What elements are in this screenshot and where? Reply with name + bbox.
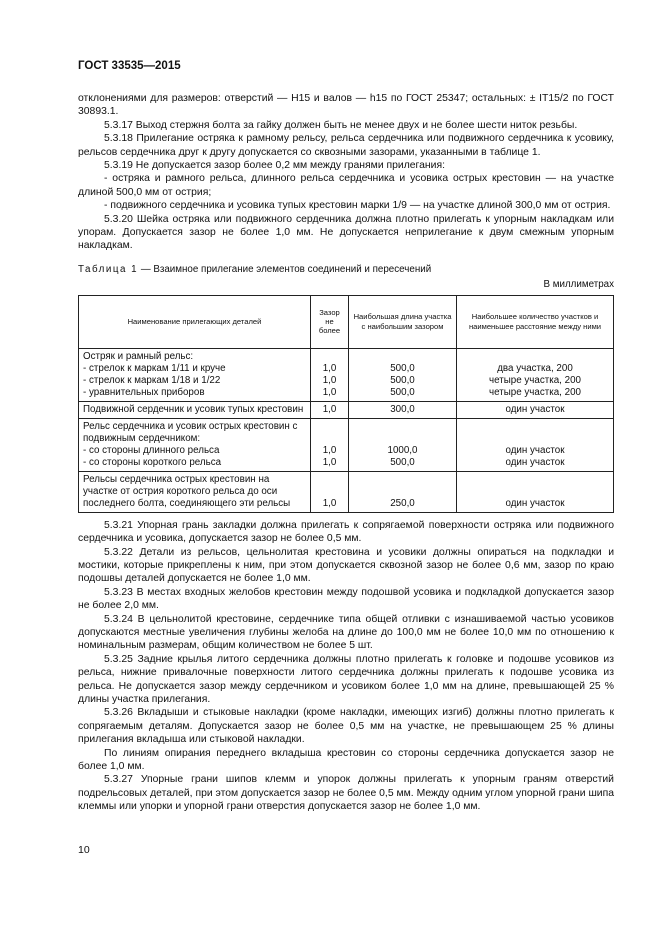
table-body [79, 348, 614, 512]
paragraph: 5.3.27 Упорные грани шипов клемм и упорок должны прилегать к упорным граням отверстий подрельсовых деталей, при этом допускается зазор не более 0,5 мм. Между одним углом упорной грани шипа клеммы или упорки и упорной грани отверстия допускается зазор не более 1,0 мм. [78, 774, 614, 813]
table-header-row [79, 295, 614, 348]
row-max-length [349, 348, 457, 401]
paragraph: - остряка и рамного рельса, длинного рельса сердечника и усовика острых крестовин — на участке длиной 500,0 мм от острия; [78, 173, 614, 198]
row-part-name [79, 348, 311, 401]
sub-item-gap: 1,0 [322, 386, 337, 398]
paragraph: 5.3.21 Упорная грань закладки должна прилегать к сопрягаемой поверхности остряка или подвижного сердечника и усовика, допускается зазор не более 0,5 мм. [78, 519, 614, 545]
row-count-distance: один участок [457, 401, 614, 418]
sub-item-count: один участок [505, 444, 565, 456]
sub-item-count: четыре участка, 200 [489, 374, 581, 386]
sub-item-name: - уравнительных приборов [83, 386, 205, 398]
sub-item-count: один участок [505, 456, 565, 468]
sub-item-gap: 1,0 [322, 362, 337, 374]
paragraph: 5.3.17 Выход стержня болта за гайку должен быть не менее двух и не более шести ниток резьбы. [104, 119, 578, 131]
row-max-length: 250,0 [349, 471, 457, 512]
group-title: Рельс сердечника и усовик острых крестовин с подвижным сердечником: [83, 420, 298, 444]
paragraph: По линиям опирания переднего вкладыша крестовин со стороны сердечника допускается зазор не более 1,0 мм. [78, 747, 614, 772]
table-caption-label: Таблица 1 [78, 263, 139, 275]
sub-item-gap: 1,0 [322, 374, 337, 386]
sub-item-gap: 1,0 [322, 456, 337, 468]
paragraph: 5.3.24 В цельнолитой крестовине, сердечнике типа общей отливки с изнашиваемой частью усовиков допускаются местные увеличения глубины желоба на длине до 100,0 мм не более 10,0 мм по отношению к номинальным размерам, общим количеством не более 5 шт. [78, 613, 614, 652]
sub-item-name: - со стороны короткого рельса [83, 456, 222, 468]
sub-item-length: 500,0 [390, 456, 415, 468]
paragraph: отклонениями для размеров: отверстий — H15 и валов — h15 по ГОСТ 25347; остальных: ± IT15/2 по ГОСТ 30893.1. [78, 93, 614, 118]
table-units: В миллиметрах [543, 279, 614, 291]
paragraph: 5.3.22 Детали из рельсов, цельнолитая крестовина и усовики должны опираться на подкладки и мостики, которые прикреплены к ним, при этом допускается сквозной зазор не более 0,6 мм, зазор по краю подошвы деталей допускается не более 1,0 мм. [78, 546, 614, 585]
row-max-length: 300,0 [349, 401, 457, 418]
clearance-table [78, 295, 614, 513]
row-gap: 1,0 [311, 401, 349, 418]
header-part-names: Наименование прилегающих деталей [79, 295, 311, 348]
sub-item-length: 500,0 [390, 362, 415, 374]
table-row [79, 348, 614, 401]
sub-item-name: - стрелок к маркам 1/18 и 1/22 [83, 374, 221, 386]
paragraphs-after-table [78, 519, 614, 814]
row-max-length [349, 418, 457, 471]
paragraph: 5.3.26 Вкладыши и стыковые накладки (кроме накладки, имеющих изгиб) должны плотно прилегать к сопрягаемым деталям. Допускается зазор не более 0,5 мм на участке, не превышающем 25 % длины прилегания вкладыша или стыковой накладки. [78, 707, 614, 746]
paragraph: 5.3.23 В местах входных желобов крестовин между подошвой усовика и подкладкой допускается зазор не более 2,0 мм. [78, 586, 614, 612]
row-count-distance: один участок [457, 471, 614, 512]
row-gap [311, 418, 349, 471]
row-count-distance [457, 348, 614, 401]
table-caption [78, 263, 614, 276]
paragraph: 5.3.18 Прилегание остряка к рамному рельсу, рельса сердечника или подвижного сердечника к усовику, рельсов сердечника друг к другу допускается со сквозными зазорами, указанными в таблице 1. [78, 133, 614, 158]
table-row [79, 418, 614, 471]
page-number: 10 [78, 844, 90, 856]
row-part-name [79, 418, 311, 471]
row-part-name: Подвижной сердечник и усовик тупых крестовин [79, 401, 311, 418]
sub-item-length: 500,0 [390, 386, 415, 398]
sub-item-name: - стрелок к маркам 1/11 и круче [83, 362, 226, 374]
paragraph: 5.3.25 Задние крылья литого сердечника должны плотно прилегать к головке и подошве усовиков из рельса, нижние привалочные поверхности литого сердечника должны прилегать к подошве усовика из рельса. Не допускается зазор между сердечником и усовиком более 1,0 мм на длине, превышающей 25 % длины участка прилегания. [78, 653, 614, 705]
table-row [79, 401, 614, 418]
document-header: ГОСТ 33535—2015 [78, 60, 181, 72]
sub-item-length: 500,0 [390, 374, 415, 386]
sub-item-name: - со стороны длинного рельса [83, 444, 220, 456]
row-part-name: Рельсы сердечника острых крестовин на участке от острия короткого рельса до оси последнего болта, соединяющего эти рельсы [79, 471, 311, 512]
sub-item-gap: 1,0 [322, 444, 337, 456]
header-count-distance: Наибольшее количество участков и наименьшее расстояние между ними [457, 295, 614, 348]
table-row [79, 471, 614, 512]
row-count-distance [457, 418, 614, 471]
paragraphs-before-table [78, 92, 614, 253]
paragraph: 5.3.19 Не допускается зазор более 0,2 мм между гранями прилегания: [104, 160, 445, 172]
table-caption-text: — Взаимное прилегание элементов соединений и пересечений [138, 263, 432, 275]
document-body [78, 92, 614, 814]
paragraph: - подвижного сердечника и усовика тупых крестовин марки 1/9 — на участке длиной 300,0 мм от острия. [104, 200, 611, 212]
sub-item-count: два участка, 200 [497, 362, 573, 374]
row-gap: 1,0 [311, 471, 349, 512]
group-title: Остряк и рамный рельс: [83, 350, 194, 362]
paragraph: 5.3.20 Шейка остряка или подвижного сердечника должна плотно прилегать к упорным накладкам или упорам. Допускается зазор не более 1,0 мм. Не допускается неприлегание к двум смежным упорным накладкам. [78, 213, 614, 252]
row-gap [311, 348, 349, 401]
sub-item-length: 1000,0 [387, 444, 418, 456]
sub-item-count: четыре участка, 200 [489, 386, 581, 398]
header-max-length: Наибольшая длина участка с наибольшим зазором [349, 295, 457, 348]
header-gap: Зазор не более [311, 295, 349, 348]
